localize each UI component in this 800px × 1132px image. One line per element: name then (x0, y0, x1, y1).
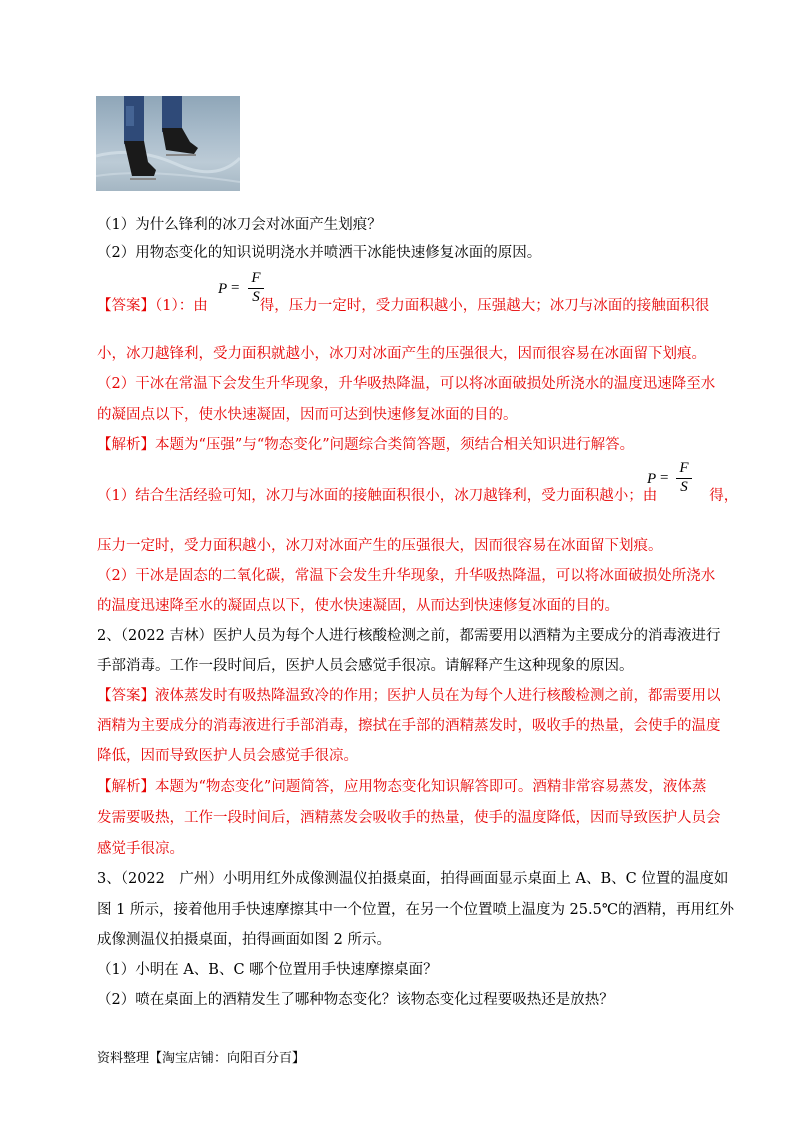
answer-1-line-1 (97, 296, 709, 316)
formula-lhs: P (218, 281, 228, 297)
answer-label: 【答案】 (97, 298, 155, 314)
analysis-q2-text: 本题为“物态变化”问题简答，应用物态变化知识解答即可。酒精非常容易蒸发，液体蒸 (155, 779, 707, 795)
analysis-1-line-1-text: （1）结合生活经验可知，冰刀与冰面的接触面积很小，冰刀越锋利，受力面积越小；由 (97, 488, 658, 504)
formula2-lhs: P (647, 471, 657, 487)
answer-1-line-2: 小，冰刀越锋利，受力面积就越小，冰刀对冰面产生的压强很大，因而很容易在冰面留下划痕。 (97, 346, 706, 362)
answer-1-post: 得，压力一定时，受力面积越小，压强越大；冰刀与冰面的接触面积很 (259, 298, 710, 314)
skater-illustration (96, 96, 240, 191)
analysis-1-line-2: 压力一定时，受力面积越小，冰刀对冰面产生的压强很大，因而很容易在冰面留下划痕。 (97, 538, 663, 554)
analysis-q2-label: 【解析】 (97, 779, 155, 795)
answer-q2-text: 液体蒸发时有吸热降温致冷的作用；医护人员在为每个人进行核酸检测之前，都需要用以 (155, 688, 721, 704)
answer-q2-line-3: 降低，因而导致医护人员会感觉手很凉。 (97, 748, 358, 764)
answer-1-pre: （1）：由 (155, 298, 208, 314)
analysis-q2-line-1 (97, 777, 706, 797)
question-3-line-3: 成像测温仪拍摄桌面，拍得画面如图 2 所示。 (97, 932, 391, 948)
analysis-1-line-1-post: 得， (709, 488, 739, 504)
answer-2-line-2: 的凝固点以下，使水快速凝固，因而可达到快速修复冰面的目的。 (97, 407, 518, 423)
analysis-1-line-1 (97, 486, 738, 506)
formula-numerator: F (251, 270, 261, 286)
analysis-q2-line-2: 发需要吸热，工作一段时间后，酒精蒸发会吸收手的热量，使手的温度降低，因而导致医护人员会 (97, 810, 721, 826)
ice-skating-photo (96, 96, 240, 191)
answer-2-line-1: （2）干冰在常温下会发生升华现象，升华吸热降温，可以将冰面破损处所浇水的温度迅速降至水 (97, 376, 716, 392)
question-3-subquestion-2: （2）喷在桌面上的酒精发生了哪种物态变化？该物态变化过程要吸热还是放热？ (97, 992, 614, 1008)
answer-q2-line-2: 酒精为主要成分的消毒液进行手部消毒，擦拭在手部的酒精蒸发时，吸收手的热量，会使手的温度 (97, 718, 721, 734)
question-2-line-1: 2、（2022 吉林）医护人员为每个人进行核酸检测之前，都需要用以酒精为主要成分的消毒液进行 (97, 628, 721, 644)
question-3-subquestion-1: （1）小明在 A、B、C 哪个位置用手快速摩擦桌面？ (97, 962, 438, 978)
formula-denominator: S (252, 289, 260, 305)
answer-q2-label: 【答案】 (97, 688, 155, 704)
formula2-eq: = (660, 470, 669, 486)
analysis-1-intro (97, 435, 634, 455)
question-3-line-1: 3、（2022 广州）小明用红外成像测温仪拍摄桌面，拍得画面显示桌面上 A、B、C 位置的温度如 (97, 871, 729, 887)
formula2-numerator: F (679, 460, 689, 476)
question-3-line-2: 图 1 所示，接着他用手快速摩擦其中一个位置，在另一个位置喷上温度为 25.5℃的酒精，再用红外 (97, 902, 735, 918)
analysis-1-text: 本题为“压强”与“物态变化”问题综合类简答题，须结合相关知识进行解答。 (155, 437, 635, 453)
formula2-denominator: S (680, 479, 688, 495)
q1-subquestion-1: （1）为什么锋利的冰刀会对冰面产生划痕？ (97, 217, 382, 233)
analysis-1-line-4: 的温度迅速降至水的凝固点以下，使水快速凝固，从而达到快速修复冰面的目的。 (97, 598, 619, 614)
answer-q2-line-1 (97, 686, 721, 706)
analysis-label: 【解析】 (97, 437, 155, 453)
analysis-q2-line-3: 感觉手很凉。 (97, 841, 184, 857)
q1-subquestion-2: （2）用物态变化的知识说明浇水并喷洒干冰能快速修复冰面的原因。 (97, 245, 542, 261)
footer-source: 资料整理【淘宝店铺：向阳百分百】 (97, 1051, 306, 1066)
analysis-1-line-3: （2）干冰是固态的二氧化碳，常温下会发生升华现象，升华吸热降温，可以将冰面破损处所浇水 (97, 568, 716, 584)
question-2-line-2: 手部消毒。工作一段时间后，医护人员会感觉手很凉。请解释产生这种现象的原因。 (97, 658, 634, 674)
formula-eq: = (231, 280, 240, 296)
